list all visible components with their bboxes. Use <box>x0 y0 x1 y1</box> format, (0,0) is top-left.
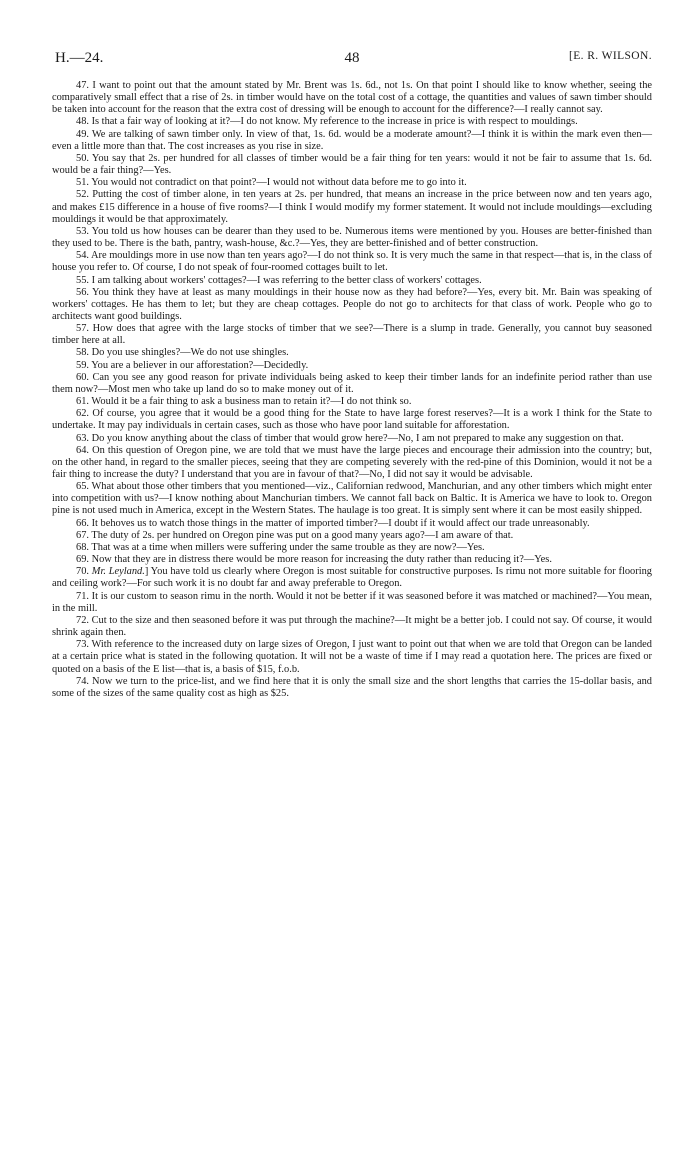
paragraph: 62. Of course, you agree that it would be a good thing for the State to have large forest reserves?—It is a work I think for the State to undertake. It may pay individuals in certain cases, such as those who have poor land suitable for afforestation. <box>52 408 652 432</box>
paragraph: 55. I am talking about workers' cottages?—I was referring to the better class of workers' cottages. <box>76 274 482 286</box>
paragraph: 48. Is that a fair way of looking at it?—I do not know. My reference to the increase in price is with respect to mouldings. <box>76 116 578 128</box>
paragraph: 54. Are mouldings more in use now than ten years ago?—I do not think so. It is very much the same in that respect—that is, in the class of house you refer to. Of course, I do not speak of four-roomed cottages built to let. <box>52 250 652 274</box>
speaker-name: Mr. Leyland. <box>91 566 145 578</box>
paragraph: 49. We are talking of sawn timber only. In view of that, 1s. 6d. would be a moderate amount?—I think it is within the mark even then—even a little more than that. The cost increases as you rise in size. <box>52 128 652 152</box>
paragraph: 65. What about those other timbers that you mentioned—viz., Californian redwood, Manchurian, and any other timbers which might enter into competition with us?—I know nothing about Manchurian timbers. We cannot fall back on Baltic. It is America we have to look to. Oregon pine is not used much in America, except in the Western States. The haulage is too great. It is simply sent where it can be most easily shipped. <box>52 481 652 517</box>
paragraph: 47. I want to point out that the amount stated by Mr. Brent was 1s. 6d., not 1s. On that point I should like to know whether, seeing the comparatively small effect that a rise of 2s. in timber would have on the total cost of a cottage, the quantities and values of sawn timber should be taken into account for the reason that the extra cost of dressing will be enough to account for the difference?—I really cannot say. <box>52 80 652 116</box>
witness-name: [E. R. WILSON. <box>568 50 652 62</box>
paragraph-70 <box>52 566 652 590</box>
page-header <box>52 50 652 72</box>
paragraph: 58. Do you use shingles?—We do not use shingles. <box>76 347 289 359</box>
paragraph: 61. Would it be a fair thing to ask a business man to retain it?—I do not think so. <box>76 396 412 408</box>
testimony-body <box>52 80 652 700</box>
paragraph: 57. How does that agree with the large stocks of timber that we see?—There is a slump in trade. Generally, you cannot buy seasoned timber here at all. <box>52 323 652 347</box>
paper-reference: H.—24. <box>55 50 104 66</box>
paragraph: 53. You told us how houses can be dearer than they used to be. Numerous items were mentioned by you. Houses are better-finished than they used to be. There is the bath, pantry, wash-house, &c.?—Yes, they are better-finished and of better construction. <box>52 225 652 250</box>
paragraph: 63. Do you know anything about the class of timber that would grow here?—No, I am not prepared to make any suggestion on that. <box>76 432 624 444</box>
paragraph: 51. You would not contradict on that point?—I would not without data before me to go into it. <box>76 177 467 189</box>
paragraph: 56. You think they have at least as many mouldings in their house now as they had before?—Yes, every bit. Mr. Bain was speaking of workers' cottages. He has them to let; but they are cheap cottages. People do not go to architects for that class of work. People who go to architects want good buildings. <box>52 286 652 322</box>
paragraph: 68. That was at a time when millers were suffering under the same trouble as they are now?—Yes. <box>76 541 485 553</box>
paragraph: 59. You are a believer in our afforestation?—Decidedly. <box>76 359 309 371</box>
paragraph: 71. It is our custom to season rimu in the north. Would it not be better if it was seasoned before it was matched or machined?—You mean, in the mill. <box>52 590 652 614</box>
paragraph: 64. On this question of Oregon pine, we are told that we must have the large pieces and encourage their admission into the country; but, on the other hand, in regard to the smaller pieces, seeing that they are competing severely with the red-pine of this Dominion, would it not be a fair thing to increase the duty? I understand that you are in favour of that?—No, I did not say it would be advisable. <box>52 444 652 480</box>
paragraph-text: ] You have told us clearly where Oregon is most suitable for constructive purposes. Is rimu not more suitable for flooring and ceiling work?—For such work it is no doubt far and away preferable to Oregon. <box>52 566 652 590</box>
paragraph: 72. Cut to the size and then seasoned before it was put through the machine?—It might be a better job. I could not say. Of course, it would shrink again then. <box>52 614 652 639</box>
paragraph: 60. Can you see any good reason for private individuals being asked to keep their timber lands for an indefinite period rather than use them now?—Most men who take up land do so to make money out of it. <box>52 371 652 395</box>
document-page <box>52 50 652 700</box>
page-number: 48 <box>344 50 360 66</box>
paragraph-number: 70. <box>76 566 89 578</box>
paragraph: 73. With reference to the increased duty on large sizes of Oregon, I just want to point out that when we are told that Oregon can be landed at a certain price what is stated in the following quotation. It will not be a waste of time if I may read a quotation here. The prices are fixed or quoted on a basis of the E list—that is, a basis of $15, f.o.b. <box>52 639 652 675</box>
paragraph: 66. It behoves us to watch those things in the matter of imported timber?—I doubt if it would affect our trade unreasonably. <box>76 517 590 529</box>
paragraph: 74. Now we turn to the price-list, and we find here that it is only the small size and the short lengths that carries the 15-dollar basis, and some of the sizes of the same quality cost as high as $25. <box>52 675 652 699</box>
paragraph: 69. Now that they are in distress there would be more reason for increasing the duty rather than reducing it?—Yes. <box>76 554 552 566</box>
paragraph: 50. You say that 2s. per hundred for all classes of timber would be a fair thing for ten years: would it not be fair to assume that 1s. 6d. would be a fair thing?—Yes. <box>52 152 652 177</box>
paragraph: 52. Putting the cost of timber alone, in ten years at 2s. per hundred, that means an increase in the price between now and ten years ago, and makes £15 difference in a house of five rooms?—I think I would modify my former statement. It would not include mouldings—excluding mouldings it would be that approximately. <box>52 189 652 225</box>
paragraph: 67. The duty of 2s. per hundred on Oregon pine was put on a good many years ago?—I am aware of that. <box>76 529 514 541</box>
